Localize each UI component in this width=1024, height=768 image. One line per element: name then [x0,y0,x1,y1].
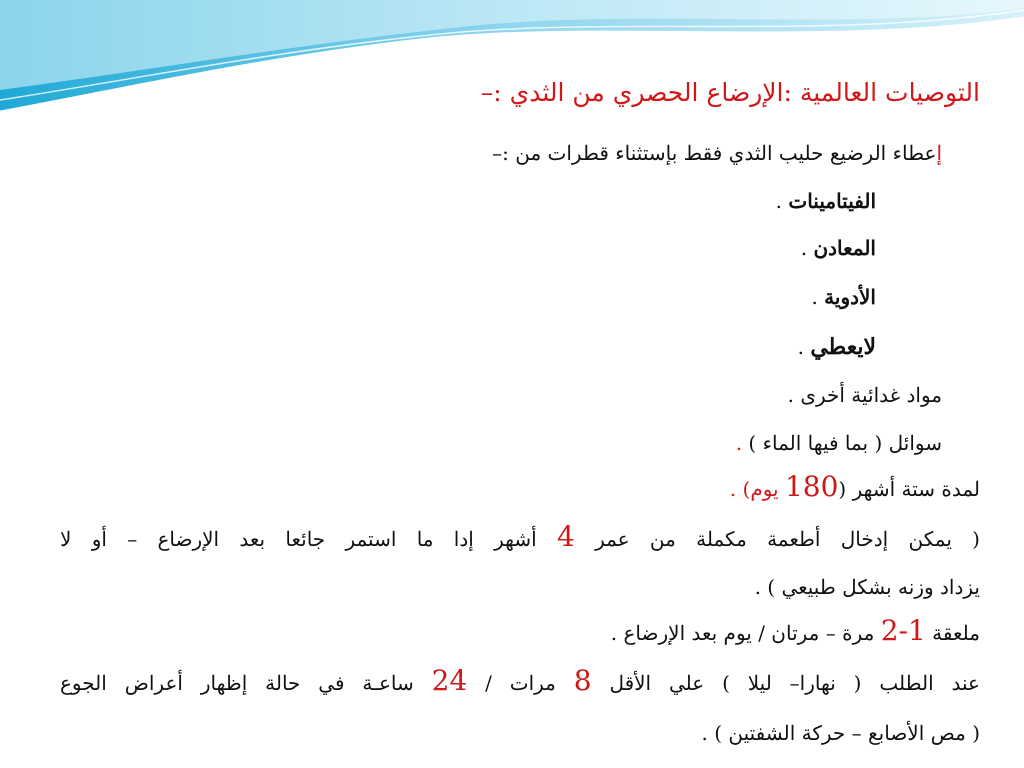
slide-title: التوصيات العالمية :الإرضاع الحصري من الثدي :– [480,78,980,107]
line-six-months: لمدة ستة أشهر (180 يوم) . [729,470,980,503]
list-item-do-not-give: لايعطي . [797,334,876,360]
line-spoon-dose: ملعقة 1-2 مرة – مرتان / يوم بعد الإرضاع . [610,614,980,647]
line-complementary-foods: ( يمكن إدخال أطعمة مكملة من عمر 4 أشهر إدا ما استمر جائعا بعد الإرضاع – أو لا [60,520,980,553]
intro-line: إعطاء الرضيع حليب الثدي فقط بإستثناء قطرات من :– [492,141,942,165]
intro-prefix: إ [936,141,942,165]
line-other-foods: مواد غدائية أخرى . [787,383,942,407]
list-item-medicines: الأدوية . [811,285,876,309]
list-item-vitamins: الفيتامينات . [775,189,876,213]
line-weight-gain: يزداد وزنه بشكل طبيعي ) . [754,575,980,599]
line-liquids: سوائل ( بما فيها الماء ) . [735,431,942,455]
line-hunger-signs: ( مص الأصابع – حركة الشفتين ) . [701,721,980,745]
line-on-demand: عند الطلب ( نهارا– ليلا ) علي الأقل 8 مرات / 24 ساعـة في حالة إظهار أعراض الجوع [60,664,980,697]
list-item-minerals: المعادن . [800,236,876,260]
